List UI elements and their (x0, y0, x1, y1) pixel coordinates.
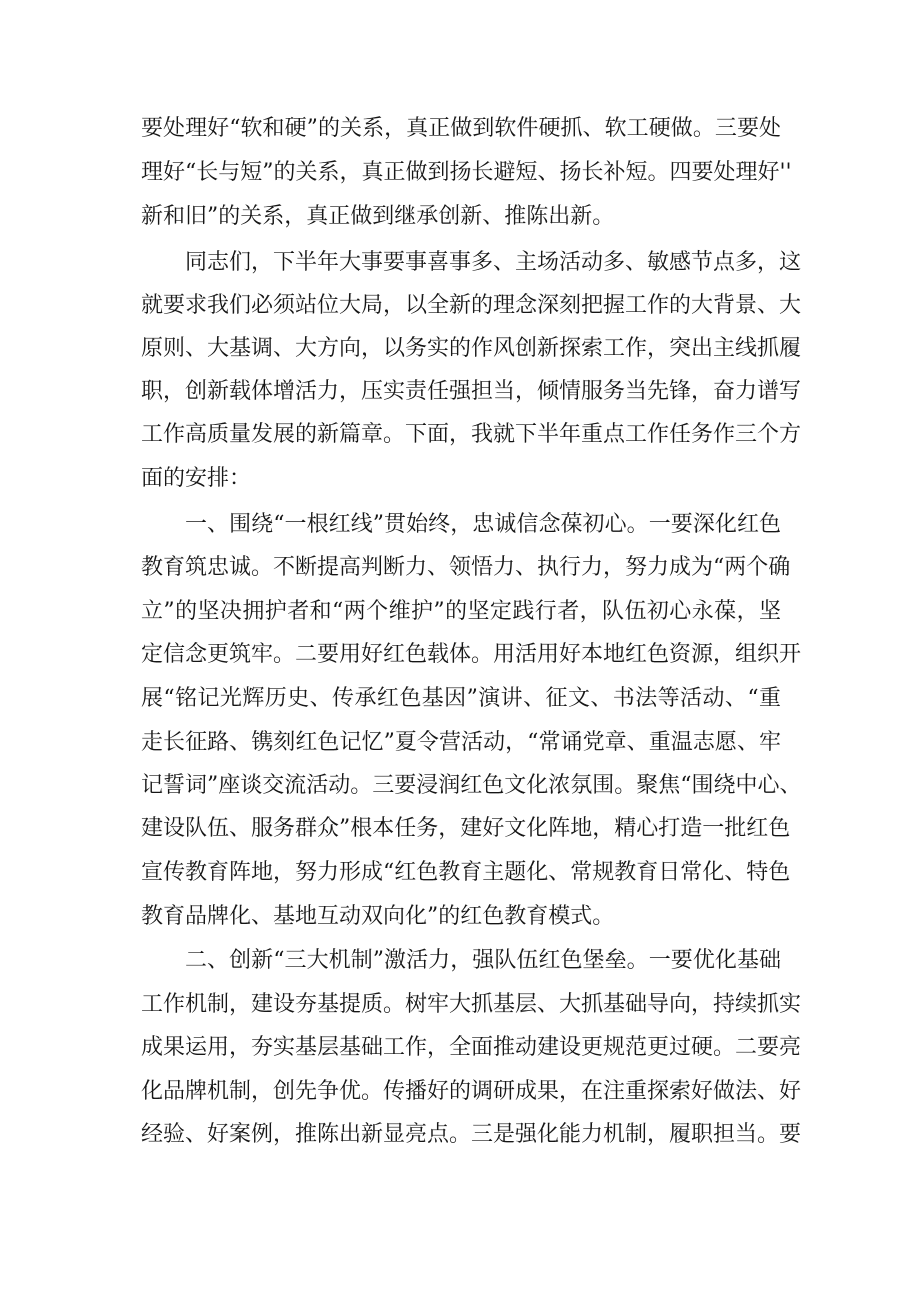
text-line: 新和旧”的关系，真正做到继承创新、推陈出新。 (141, 204, 615, 229)
text-line: 经验、好案例，推陈出新显亮点。三是强化能力机制，履职担当。要 (141, 1122, 802, 1147)
text-line: 成果运用，夯实基层基础工作，全面推动建设更规范更过硬。二要亮 (141, 1035, 802, 1060)
text-line: 教育品牌化、基地互动双向化”的红色教育模式。 (141, 904, 615, 929)
text-line: 化品牌机制，创先争优。传播好的调研成果，在注重探索好做法、好 (141, 1079, 802, 1104)
text-line: 走长征路、镌刻红色记忆”夏令营活动，“常诵党章、重温志愿、牢 (141, 730, 781, 755)
text-line: 工作高质量发展的新篇章。下面，我就下半年重点工作任务作三个方 (141, 422, 802, 447)
text-line: 同志们，下半年大事要事喜事多、主场活动多、敏感节点多，这 (185, 250, 802, 275)
text-line: 展“铭记光辉历史、传承红色基因”演讲、征文、书法等活动、“重 (141, 686, 781, 711)
text-line: 理好“长与短”的关系，真正做到扬长避短、扬长补短。四要处理好'' (141, 160, 792, 185)
text-line: 工作机制，建设夯基提质。树牢大抓基层、大抓基础导向，持续抓实 (141, 992, 802, 1017)
text-line: 定信念更筑牢。二要用好红色载体。用活用好本地红色资源，组织开 (141, 642, 802, 667)
text-line: 宣传教育阵地，努力形成“红色教育主题化、常规教育日常化、特色 (141, 860, 791, 885)
text-line: 职，创新载体增活力，压实责任强担当，倾情服务当先锋，奋力谱写 (141, 379, 802, 404)
text-line: 二、创新“三大机制”激活力，强队伍红色堡垒。一要优化基础 (185, 948, 781, 973)
text-line: 一、围绕“一根红线”贯始终，忠诚信念葆初心。一要深化红色 (185, 512, 781, 537)
text-line: 原则、大基调、大方向，以务实的作风创新探索工作，突出主线抓履 (141, 336, 802, 361)
text-line: 记誓词”座谈交流活动。三要浸润红色文化浓氛围。聚焦“围绕中心、 (141, 773, 802, 798)
text-line: 立”的坚决拥护者和“两个维护”的坚定践行者，队伍初心永葆，坚 (141, 599, 781, 624)
text-line: 要处理好“软和硬”的关系，真正做到软件硬抓、软工硬做。三要处 (141, 116, 781, 141)
text-line: 教育筑忠诚。不断提高判断力、领悟力、执行力，努力成为“两个确 (141, 555, 791, 580)
text-line: 建设队伍、服务群众”根本任务，建好文化阵地，精心打造一批红色 (141, 816, 791, 841)
text-line: 面的安排： (141, 466, 252, 491)
text-line: 就要求我们必须站位大局，以全新的理念深刻把握工作的大背景、大 (141, 293, 802, 318)
